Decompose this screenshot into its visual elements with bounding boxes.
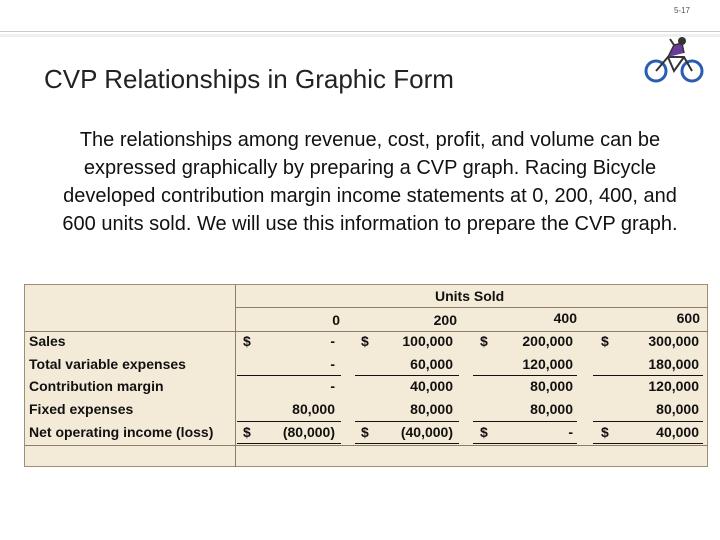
table-cell-value: 80,000	[530, 401, 573, 417]
table-cell-value: 80,000	[530, 378, 573, 394]
top-divider	[0, 31, 720, 32]
top-divider-shadow	[0, 34, 720, 37]
underline	[237, 421, 341, 422]
table-cell-value: 100,000	[402, 333, 453, 349]
currency-symbol: $	[480, 424, 488, 440]
table-cell-value: -	[330, 333, 335, 349]
currency-symbol: $	[601, 424, 609, 440]
bicycle-rider-icon	[644, 35, 706, 85]
row-label: Total variable expenses	[29, 356, 186, 372]
double-underline	[355, 443, 459, 444]
underline	[593, 421, 703, 422]
row-label: Net operating income (loss)	[29, 424, 214, 440]
table-cell-value: 40,000	[410, 378, 453, 394]
row-label: Sales	[29, 333, 66, 349]
header-divider	[235, 307, 708, 308]
units-sold-header: Units Sold	[435, 288, 505, 304]
table-cell-value: 80,000	[410, 401, 453, 417]
currency-symbol: $	[361, 333, 369, 349]
underline	[593, 375, 703, 376]
table-cell-value: 40,000	[656, 424, 699, 440]
table-cell-value: 300,000	[648, 333, 699, 349]
double-underline	[473, 443, 577, 444]
currency-symbol: $	[361, 424, 369, 440]
column-header-600: 600	[676, 310, 700, 326]
description-paragraph: The relationships among revenue, cost, profit, and volume can be expressed graphically by preparing a CVP graph. Racing Bicycle developed contribution margin income statements at 0, 200, 400, and 600 units sold. We will use this information to prepare the CVP graph.	[62, 129, 678, 235]
table-cell-value: -	[330, 378, 335, 394]
table-cell-value: 80,000	[656, 401, 699, 417]
table-cell-value: -	[568, 424, 573, 440]
column-header-0: 0	[332, 312, 340, 328]
underline	[473, 421, 577, 422]
row-label: Fixed expenses	[29, 401, 134, 417]
slide-title: CVP Relationships in Graphic Form	[44, 64, 454, 94]
table-cell-value: (80,000)	[282, 424, 335, 440]
table-cell-value: 200,000	[522, 333, 573, 349]
currency-symbol: $	[480, 333, 488, 349]
double-underline	[237, 443, 341, 444]
slide-number: 5-17	[673, 6, 690, 15]
table-cell-value: 120,000	[648, 378, 699, 394]
underline	[237, 375, 341, 376]
cvp-income-statement-table	[24, 284, 708, 467]
currency-symbol: $	[601, 333, 609, 349]
column-header-400: 400	[553, 310, 577, 326]
table-cell-value: 180,000	[648, 356, 699, 372]
underline	[355, 421, 459, 422]
table-cell-value: -	[330, 356, 335, 372]
currency-symbol: $	[243, 424, 251, 440]
slide-top-bar	[0, 0, 720, 32]
underline	[473, 375, 577, 376]
footer-divider	[25, 445, 708, 446]
currency-symbol: $	[243, 333, 251, 349]
label-column-divider	[235, 285, 236, 467]
table-cell-value: (40,000)	[400, 424, 453, 440]
table-cell-value: 60,000	[410, 356, 453, 372]
row-label: Contribution margin	[29, 378, 164, 394]
table-cell-value: 120,000	[522, 356, 573, 372]
column-header-200: 200	[433, 312, 457, 328]
double-underline	[593, 443, 703, 444]
table-cell-value: 80,000	[292, 401, 335, 417]
underline	[355, 375, 459, 376]
column-header-divider	[25, 331, 708, 332]
